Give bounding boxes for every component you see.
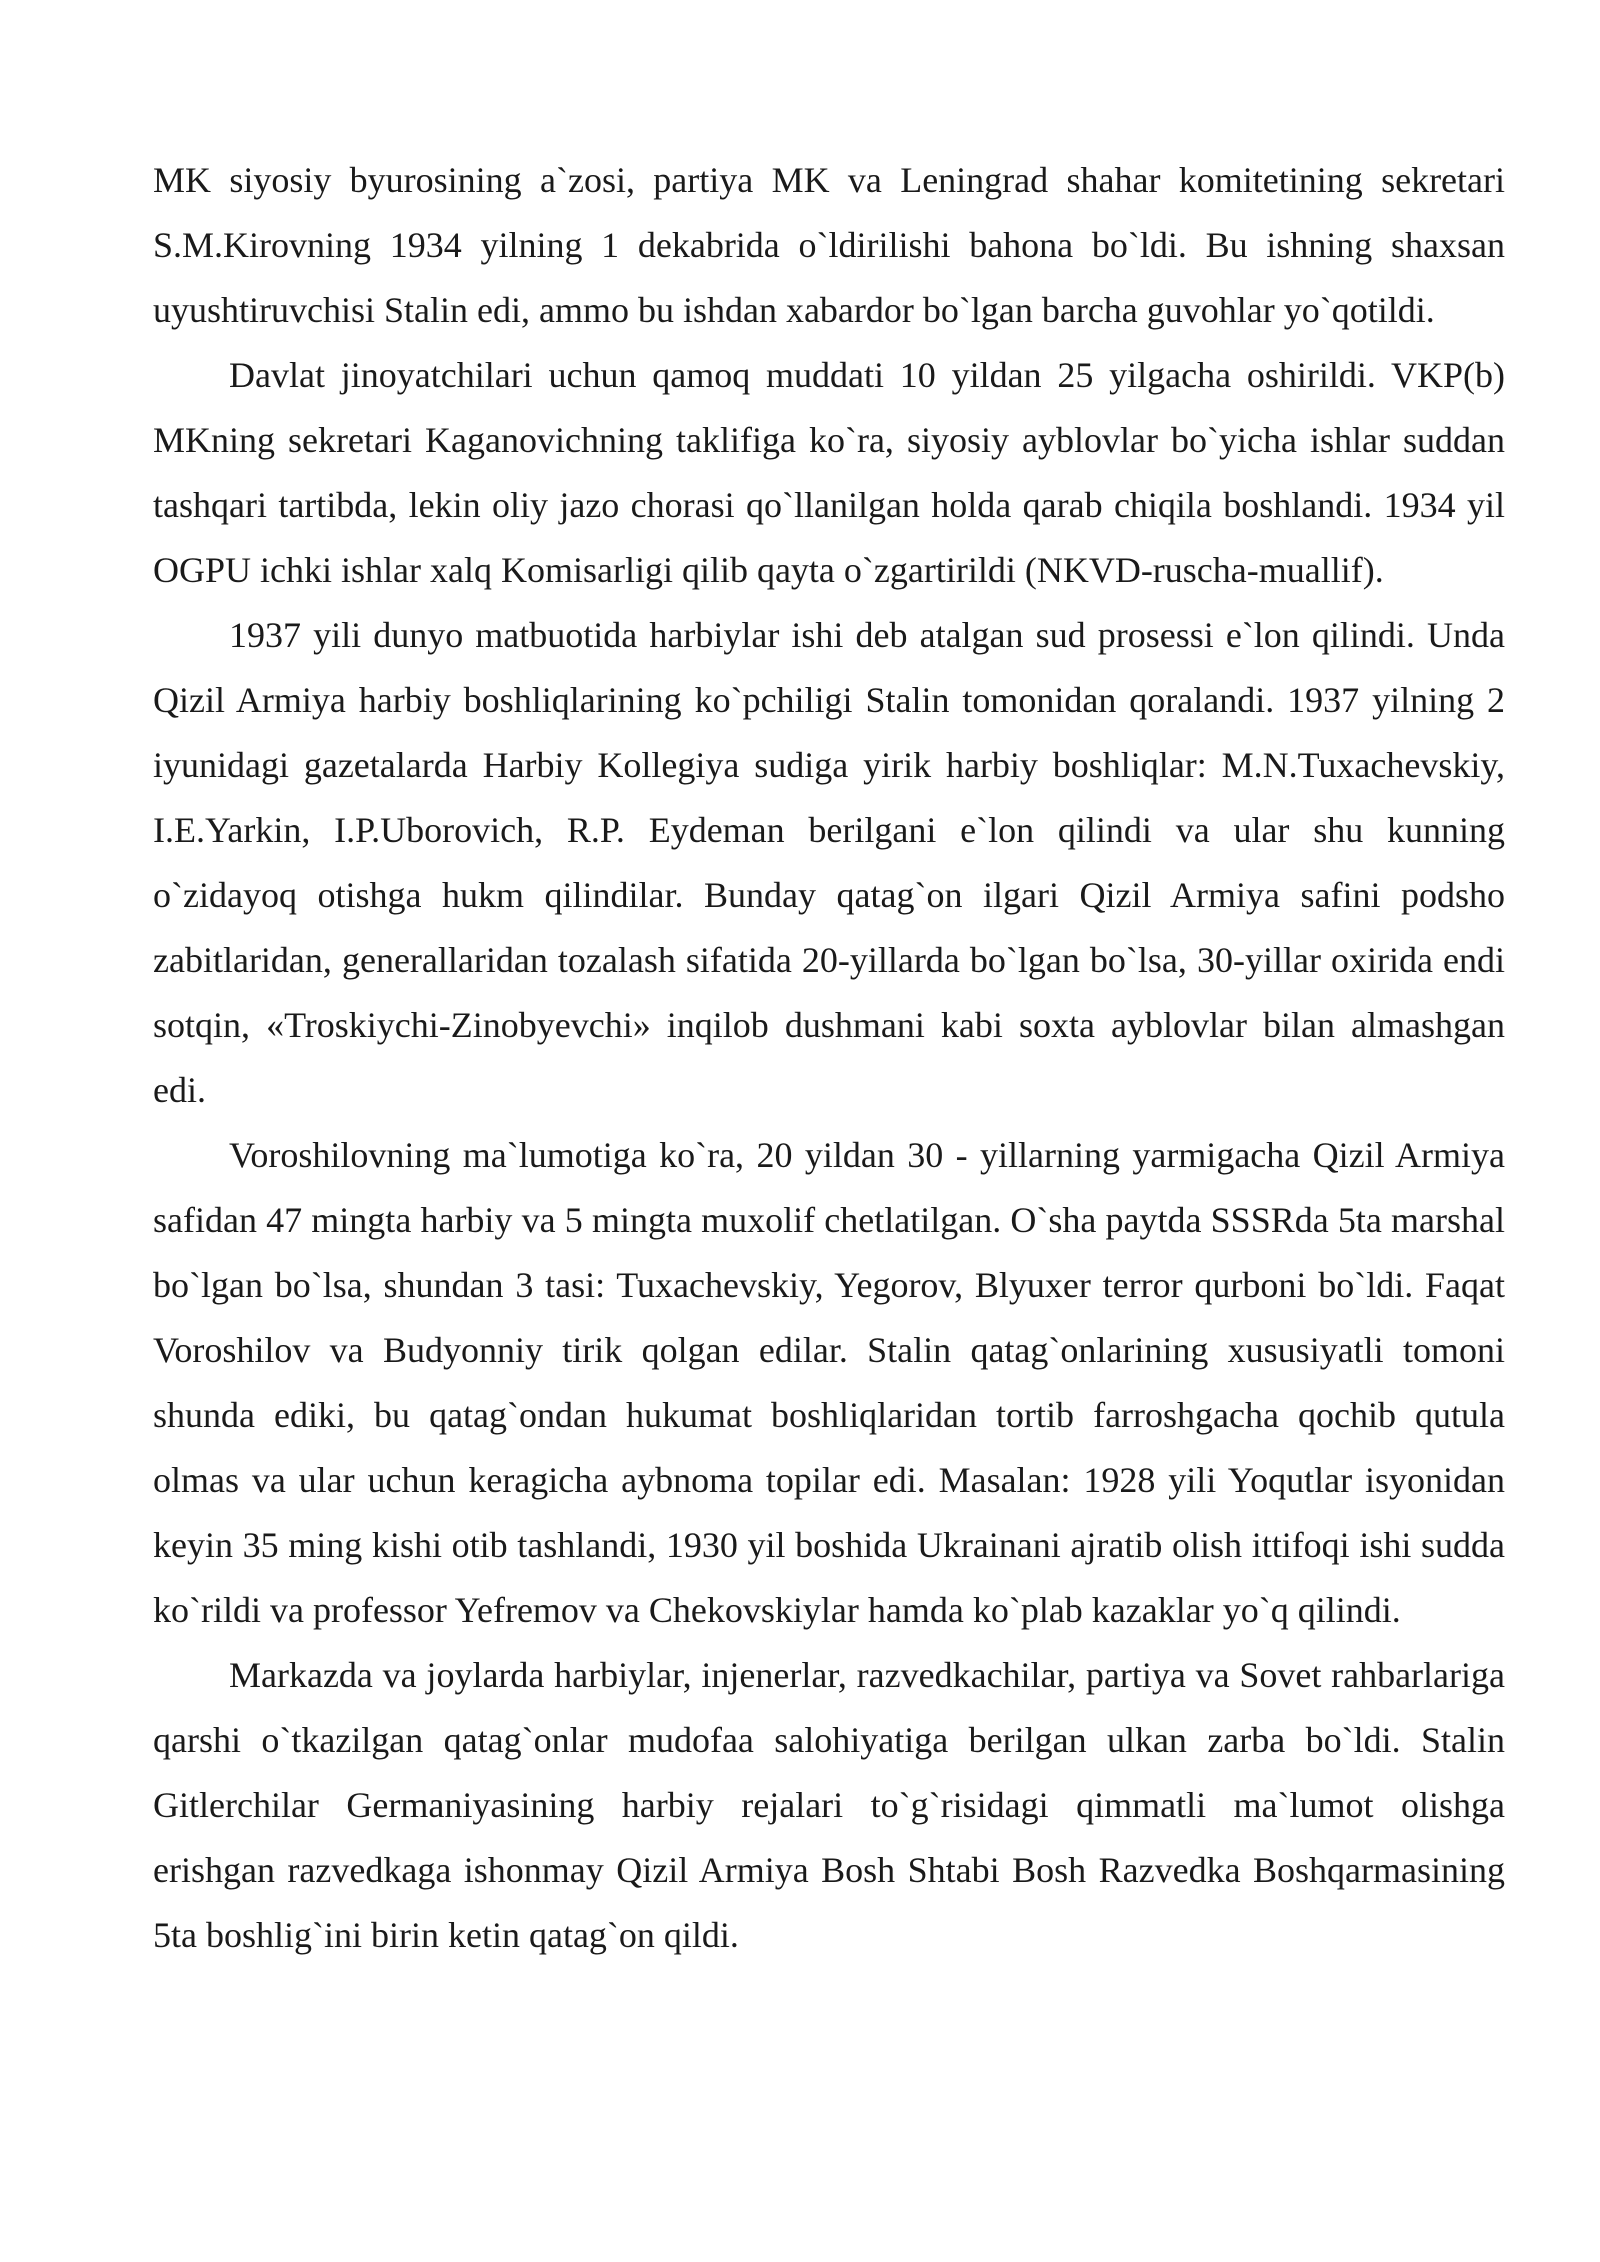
paragraph-state-criminals: Davlat jinoyatchilari uchun qamoq muddati 10 yildan 25 yilgacha oshirildi. VKP(b) MKning sekretari Kaganovichning taklifiga ko`ra, siyosiy ayblovlar bo`yicha ishlar suddan tashqari tartibda, lekin oliy jazo chorasi qo`llanilgan holda qarab chiqila boshlandi. 1934 yil OGPU ichki ishlar xalq Komisarligi qilib qayta o`zgartirildi (NKVD-ruscha-muallif). xyxy=(153,355,1505,590)
paragraph-voroshilov-data: Voroshilovning ma`lumotiga ko`ra, 20 yildan 30 - yillarning yarmigacha Qizil Armiya safidan 47 mingta harbiy va 5 mingta muxolif chetlatilgan. O`sha paytda SSSRda 5ta marshal bo`lgan bo`lsa, shundan 3 tasi: Tuxachevskiy, Yegorov, Blyuxer terror qurboni bo`ldi. Faqat Voroshilov va Budyonniy tirik qolgan edilar. Stalin qatag`onlarining xususiyatli tomoni shunda ediki, bu qatag`ondan hukumat boshliqlaridan tortib farroshgacha qochib qutula olmas va ular uchun keragicha aybnoma topilar edi. Masalan: 1928 yili Yoqutlar isyonidan keyin 35 ming kishi otib tashlandi, 1930 yil boshida Ukrainani ajratib olish ittifoqi ishi sudda ko`rildi va professor Yefremov va Chekovskiylar hamda ko`plab kazaklar yo`q qilindi. xyxy=(153,1135,1505,1630)
paragraph-repressions-impact: Markazda va joylarda harbiylar, injenerlar, razvedkachilar, partiya va Sovet rahbarlariga qarshi o`tkazilgan qatag`onlar mudofaa salohiyatiga berilgan ulkan zarba bo`ldi. Stalin Gitlerchilar Germaniyasining harbiy rejalari to`g`risidagi qimmatli ma`lumot olishga erishgan razvedkaga ishonmay Qizil Armiya Bosh Shtabi Bosh Razvedka Boshqarmasining 5ta boshlig`ini birin ketin qatag`on qildi. xyxy=(153,1655,1505,1955)
paragraph-military-trial: 1937 yili dunyo matbuotida harbiylar ishi deb atalgan sud prosessi e`lon qilindi. Unda Qizil Armiya harbiy boshliqlarining ko`pchiligi Stalin tomonidan qoralandi. 1937 yilning 2 iyunidagi gazetalarda Harbiy Kollegiya sudiga yirik harbiy boshliqlar: M.N.Tuxachevskiy, I.E.Yarkin, I.P.Uborovich, R.P. Eydeman berilgani e`lon qilindi va ular shu kunning o`zidayoq otishga hukm qilindilar. Bunday qatag`on ilgari Qizil Armiya safini podsho zabitlaridan, generallaridan tozalash sifatida 20-yillarda bo`lgan bo`lsa, 30-yillar oxirida endi sotqin, «Troskiychi-Zinobyevchi» inqilob dushmani kabi soxta ayblovlar bilan almashgan edi. xyxy=(153,615,1505,1110)
paragraph-continuation: MK siyosiy byurosining a`zosi, partiya MK va Leningrad shahar komitetining sekretari S.M.Kirovning 1934 yilning 1 dekabrida o`ldirilishi bahona bo`ldi. Bu ishning shaxsan uyushtiruvchisi Stalin edi, ammo bu ishdan xabardor bo`lgan barcha guvohlar yo`qotildi. xyxy=(153,160,1505,330)
document-page xyxy=(153,148,1505,1968)
